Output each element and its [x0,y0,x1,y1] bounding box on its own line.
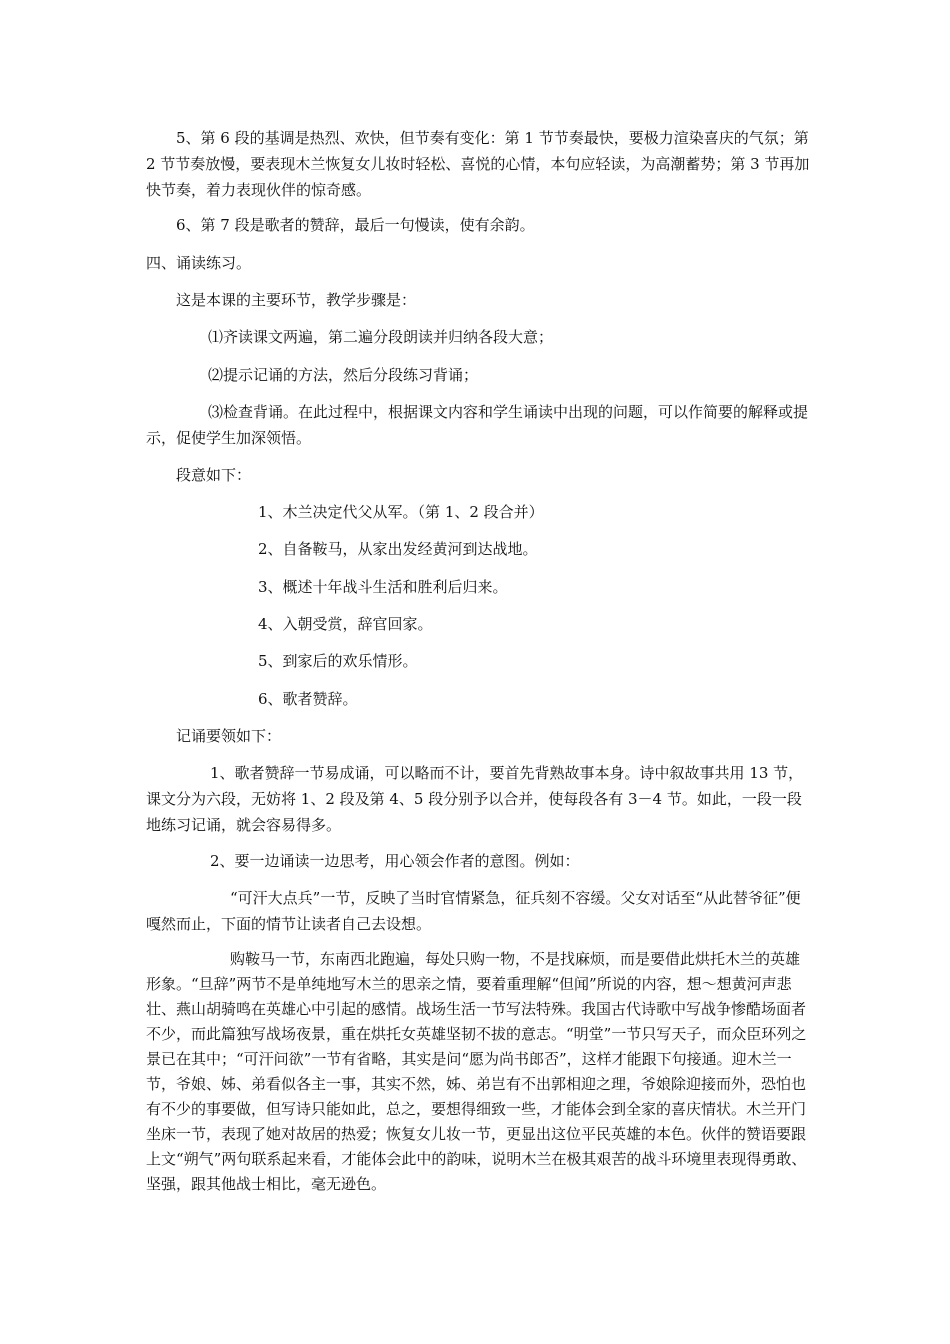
step-1: ⑴齐读课文两遍，第二遍分段朗读并归纳各段大意； [208,328,554,346]
step-3: ⑶检查背诵。在此过程中，根据课文内容和学生诵读中出现的问题，可以作简要的解释或提示，促使学生加深领悟。 [146,403,809,447]
example-1: “可汗大点兵”一节，反映了当时官情紧急，征兵刻不容缓。父女对话至“从此替爷征”便嘎然而止，下面的情节让读者自己去设想。 [146,889,801,933]
jisong-heading: 记诵要领如下： [176,727,282,745]
duanyi-heading: 段意如下： [176,466,252,484]
paragraph-5: 5、第 6 段的基调是热烈、欢快，但节奏有变化：第 1 节节奏最快，要极力渲染喜庆的气氛；第 2 节节奏放慢，要表现木兰恢复女儿妆时轻松、喜悦的心情，本句应轻读，为高潮蓄势；第 3 节再加快节奏，着力表现伙伴的惊奇感。 [146,129,810,199]
duanyi-item-1: 1、木兰决定代父从军。（第 1、2 段合并） [258,503,544,521]
paragraph-6: 6、第 7 段是歌者的赞辞，最后一句慢读，使有余韵。 [176,216,535,234]
duanyi-item-5: 5、到家后的欢乐情形。 [258,652,418,670]
jisong-point-1: 1、歌者赞辞一节易成诵，可以略而不计，要首先背熟故事本身。诗中叙故事共用 13 节，课文分为六段，无妨将 1、2 段及第 4、5 段分别予以合并，使每段各有 3－4 节。如此，一段一段地练习记诵，就会容易得多。 [146,764,804,834]
example-2: 购鞍马一节，东南西北跑遍，每处只购一物，不是找麻烦，而是要借此烘托木兰的英雄形象。“旦辞”两节不是单纯地写木兰的思亲之情，要着重理解“但闻”所说的内容，想～想黄河声悲壮、燕山胡骑鸣在英雄心中引起的感情。战场生活一节写法特殊。我国古代诗歌中写战争惨酷场面者不少，而此篇独写战场夜景，重在烘托女英雄坚韧不拔的意志。“明堂”一节只写天子，而众臣环列之景已在其中；“可汗问欲”一节有省略，其实是问“愿为尚书郎否”，这样才能跟下句接通。迎木兰一节，爷娘、姊、弟看似各主一事，其实不然，姊、弟岂有不出郭相迎之理，爷娘除迎接而外，恐怕也有不少的事要做，但写诗只能如此，总之，要想得细致一些，才能体会到全家的喜庆情状。木兰开门坐床一节，表现了她对故居的热爱；恢复女儿妆一节，更显出这位平民英雄的本色。伙伴的赞语要跟上文“朔气”两句联系起来看，才能体会此中的韵味，说明木兰在极其艰苦的战斗环境里表现得勇敢、坚强，跟其他战士相比，毫无逊色。 [146,950,807,1193]
duanyi-item-2: 2、自备鞍马，从家出发经黄河到达战地。 [258,540,538,558]
step-2: ⑵提示记诵的方法，然后分段练习背诵； [208,366,479,384]
section-heading-4: 四、诵读练习。 [146,254,252,272]
duanyi-item-6: 6、歌者赞辞。 [258,690,358,708]
duanyi-item-4: 4、入朝受赏，辞官回家。 [258,615,433,633]
intro-text: 这是本课的主要环节，教学步骤是： [176,291,417,309]
jisong-point-2: 2、要一边诵读一边思考，用心领会作者的意图。例如： [210,852,580,870]
duanyi-item-3: 3、概述十年战斗生活和胜利后归来。 [258,578,508,596]
